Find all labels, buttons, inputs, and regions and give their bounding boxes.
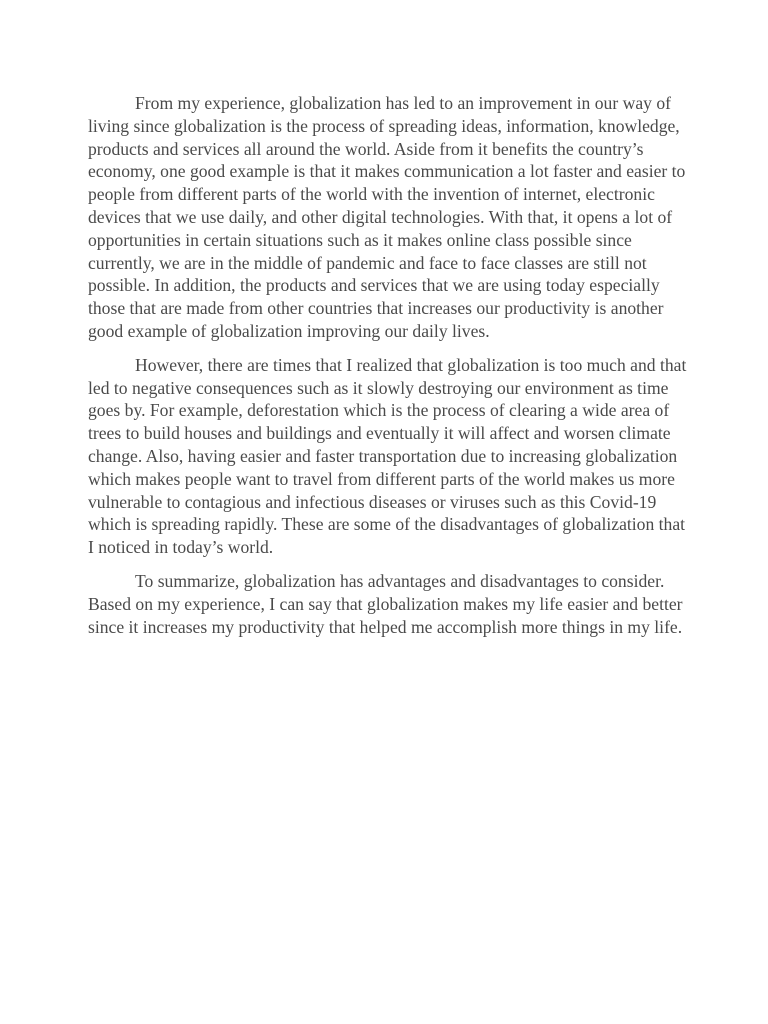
paragraph-2: However, there are times that I realized that globalization is too much and that led to negative consequences such as it slowly destroying our environment as time goes by. For example, deforestation which is the process of clearing a wide area of trees to build houses and buildings and eventually it will affect and worsen climate change. Also, having easier and faster transportation due to increasing globalization which makes people want to travel from different parts of the world makes us more vulnerable to contagious and infectious diseases or viruses such as this Covid-19 which is spreading rapidly. These are some of the disadvantages of globalization that I noticed in today’s world. xyxy=(88,354,687,558)
document-body xyxy=(88,92,688,649)
paragraph-3: To summarize, globalization has advantages and disadvantages to consider. Based on my experience, I can say that globalization makes my life easier and better since it increases my productivity that helped me accomplish more things in my life. xyxy=(88,570,683,637)
paragraph-1: From my experience, globalization has led to an improvement in our way of living since globalization is the process of spreading ideas, information, knowledge, products and services all around the world. Aside from it benefits the country’s economy, one good example is that it makes communication a lot faster and easier to people from different parts of the world with the invention of internet, electronic devices that we use daily, and other digital technologies. With that, it opens a lot of opportunities in certain situations such as it makes online class possible since currently, we are in the middle of pandemic and face to face classes are still not possible. In addition, the products and services that we are using today especially those that are made from other countries that increases our productivity is another good example of globalization improving our daily lives. xyxy=(88,93,686,341)
